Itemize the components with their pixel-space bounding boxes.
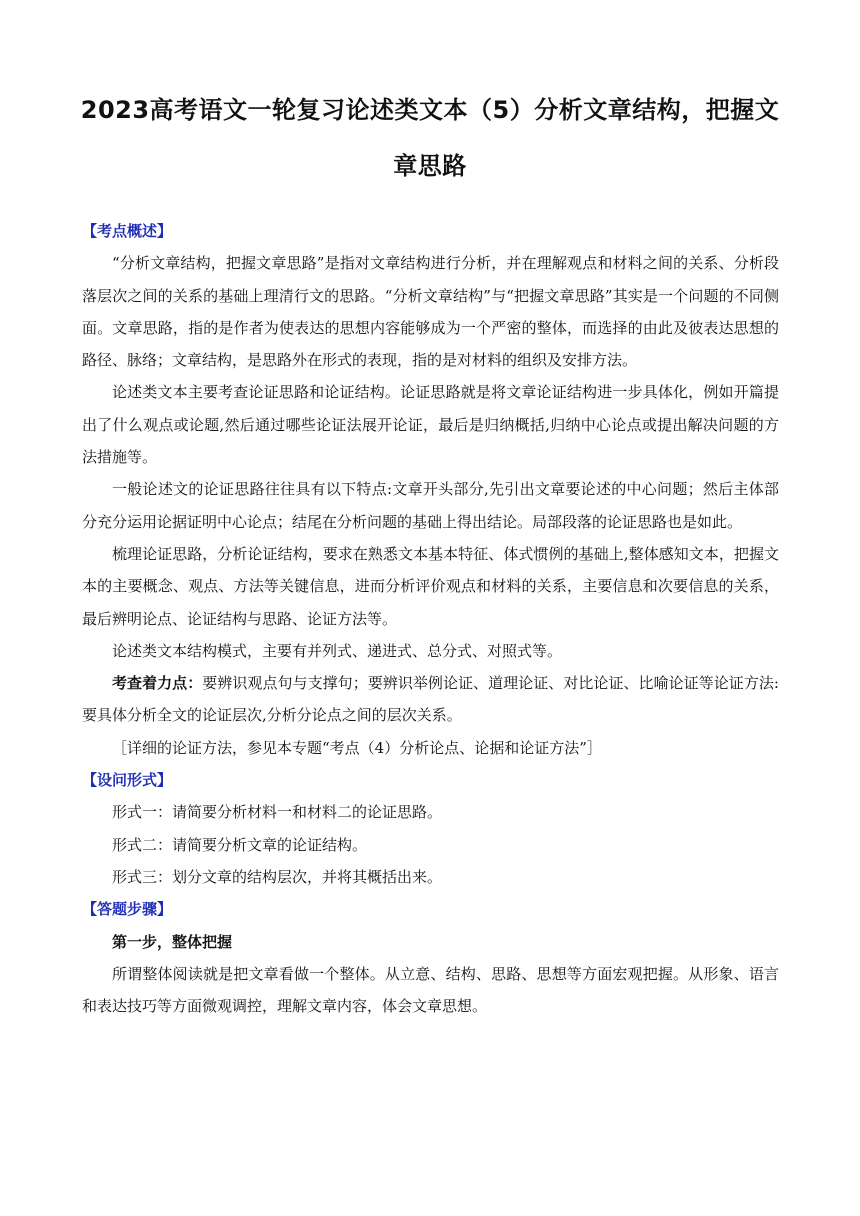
- overview-paragraph-5: 论述类文本结构模式，主要有并列式、递进式、总分式、对照式等。: [112, 641, 563, 660]
- step-1-title: [82, 926, 779, 958]
- step-1-paragraph: 所谓整体阅读就是把文章看做一个整体。从立意、结构、思路、思想等方面宏观把握。从形象、语言和表达技巧等方面微观调控，理解文章内容，体会文章思想。: [82, 964, 779, 1016]
- step-1-title-text: 第一步，整体把握: [112, 932, 233, 951]
- overview-paragraph-4: 梳理论证思路，分析论证结构，要求在熟悉文本基本特征、体式惯例的基础上,整体感知文本，把握文本的主要概念、观点、方法等关键信息，进而分析评价观点和材料的关系，主要信息和次要信息的关系，最后辨明论点、论证结构与思路、论证方法等。: [82, 544, 779, 628]
- reference-note: ［详细的论证方法，参见本专题“考点（4）分析论点、论据和论证方法”］: [112, 738, 602, 757]
- focus-text: 要辨识观点句与支撑句；要辨识举例论证、道理论证、对比论证、比喻论证等论证方法:要具体分析全文的论证层次,分析分论点之间的层次关系。: [82, 674, 779, 725]
- overview-paragraph-2: 论述类文本主要考查论证思路和论证结构。论证思路就是将文章论证结构进一步具体化，例如开篇提出了什么观点或论题,然后通过哪些论证法展开论证，最后是归纳概括,归纳中心论点或提出解决问题的方法措施等。: [82, 383, 779, 467]
- section-heading-overview: 【考点概述】: [82, 222, 173, 240]
- overview-paragraph-3: 一般论述文的论证思路往往具有以下特点:文章开头部分,先引出文章要论述的中心问题；然后主体部分充分运用论据证明中心论点；结尾在分析问题的基础上得出结论。局部段落的论证思路也是如此。: [82, 480, 779, 531]
- section-heading-question-forms: 【设问形式】: [82, 771, 173, 790]
- document-body: [82, 215, 779, 1022]
- focus-label: 考查着力点：: [112, 674, 203, 693]
- question-form-1: 形式一：请简要分析材料一和材料二的论证思路。: [112, 803, 443, 822]
- overview-paragraph-1: “分析文章结构，把握文章思路”是指对文章结构进行分析，并在理解观点和材料之间的关系、分析段落层次之间的关系的基础上理清行文的思路。“分析文章结构”与“把握文章思路”其实是一个问题的不同侧面。文章思路，指的是作者为使表达的思想内容能够成为一个严密的整体，而选择的由此及彼表达思想的路径、脉络；文章结构，是思路外在形式的表现，指的是对材料的组织及安排方法。: [82, 254, 779, 370]
- section-heading-answer-steps: 【答题步骤】: [82, 900, 173, 919]
- question-form-2: 形式二：请简要分析文章的论证结构。: [112, 835, 368, 854]
- focus-paragraph: [82, 667, 779, 732]
- question-form-3: 形式三：划分文章的结构层次，并将其概括出来。: [112, 867, 443, 886]
- document-title: 2023高考语文一轮复习论述类文本（5）分析文章结构，把握文章思路: [80, 96, 780, 180]
